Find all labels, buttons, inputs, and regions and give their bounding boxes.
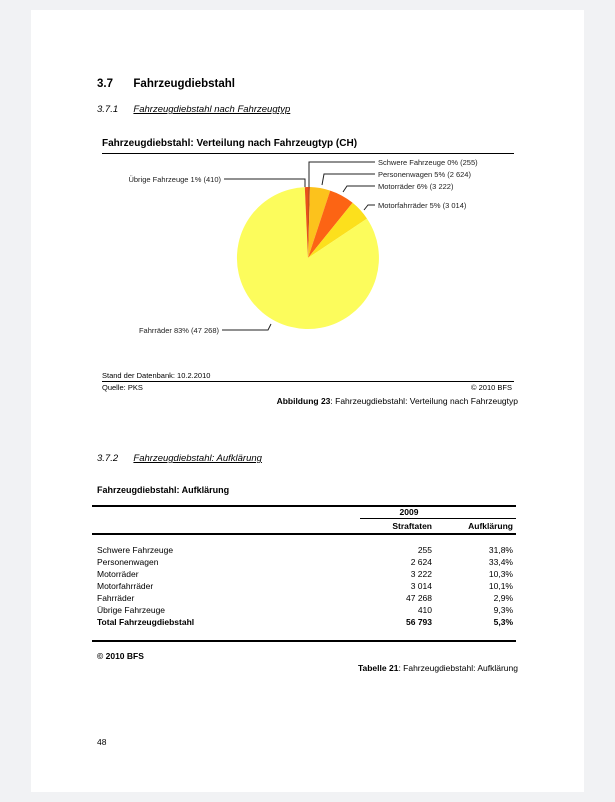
subsection-title: Fahrzeugdiebstahl nach Fahrzeugtyp [133, 104, 291, 115]
row-aufklaerung: 9,3% [493, 605, 513, 615]
total-straftaten: 56 793 [406, 617, 432, 627]
row-label: Schwere Fahrzeuge [97, 545, 174, 555]
label-fahrraeder: Fahrräder 83% (47 268) [138, 326, 219, 335]
table-title: Fahrzeugdiebstahl: Aufklärung [97, 485, 230, 495]
row-straftaten: 47 268 [406, 593, 432, 603]
chart-stand: Stand der Datenbank: 10.2.2010 [102, 371, 211, 380]
row-straftaten: 3 014 [410, 581, 432, 591]
header-straftaten: Straftaten [392, 521, 432, 531]
label-personenwagen: Personenwagen 5% (2 624) [378, 170, 471, 179]
page-number: 48 [97, 737, 107, 747]
row-straftaten: 410 [417, 605, 432, 615]
row-label: Motorräder [97, 569, 139, 579]
table-bottom-rule [92, 640, 516, 642]
row-aufklaerung: 2,9% [493, 593, 513, 603]
subsection-number: 3.7.1 [97, 104, 119, 115]
table-caption-text: : Fahrzeugdiebstahl: Aufklärung [398, 663, 518, 673]
label-uebrige: Übrige Fahrzeuge 1% (410) [128, 175, 221, 184]
row-aufklaerung: 10,3% [488, 569, 513, 579]
row-label: Fahrräder [97, 593, 135, 603]
chart-footer-rule [102, 381, 514, 382]
chart-source: Quelle: PKS [102, 383, 143, 392]
row-aufklaerung: 31,8% [488, 545, 513, 555]
total-label: Total Fahrzeugdiebstahl [97, 617, 195, 627]
pie-chart [31, 10, 584, 370]
row-aufklaerung: 10,1% [488, 581, 513, 591]
section-title: Fahrzeugdiebstahl [133, 78, 236, 90]
chart-copyright: © 2010 BFS [471, 383, 512, 392]
label-schwere: Schwere Fahrzeuge 0% (255) [378, 158, 478, 167]
row-label: Motorfahrräder [97, 581, 154, 591]
subsection-title: Fahrzeugdiebstahl: Aufklärung [133, 453, 262, 464]
table-year: 2009 [399, 507, 419, 517]
figure-caption [277, 396, 518, 406]
row-straftaten: 2 624 [410, 557, 432, 567]
table-caption-label: Tabelle 21 [357, 663, 399, 673]
header-aufklaerung: Aufklärung [468, 521, 513, 531]
row-straftaten: 3 222 [410, 569, 432, 579]
row-aufklaerung: 33,4% [488, 557, 513, 567]
subsection-number: 3.7.2 [97, 453, 119, 464]
row-straftaten: 255 [417, 545, 432, 555]
row-label: Übrige Fahrzeuge [97, 605, 166, 615]
subsection-heading-2 [97, 453, 262, 464]
chart-title: Fahrzeugdiebstahl: Verteilung nach Fahrzeugtyp (CH) [102, 138, 358, 149]
table-top-rule [92, 505, 516, 507]
label-motorfahrraeder: Motorfahrräder 5% (3 014) [378, 201, 467, 210]
figure-caption-text: : Fahrzeugdiebstahl: Verteilung nach Fahrzeugtyp [330, 396, 518, 406]
section-number: 3.7 [97, 78, 113, 90]
document-page [31, 10, 584, 792]
header-rule [92, 533, 516, 535]
total-aufklaerung: 5,3% [493, 617, 513, 627]
row-label: Personenwagen [97, 557, 159, 567]
table-caption [358, 663, 518, 673]
figure-caption-label: Abbildung 23 [276, 396, 331, 406]
label-motorraeder: Motorräder 6% (3 222) [378, 182, 454, 191]
year-rule [360, 518, 516, 519]
table-copyright: © 2010 BFS [97, 651, 144, 661]
